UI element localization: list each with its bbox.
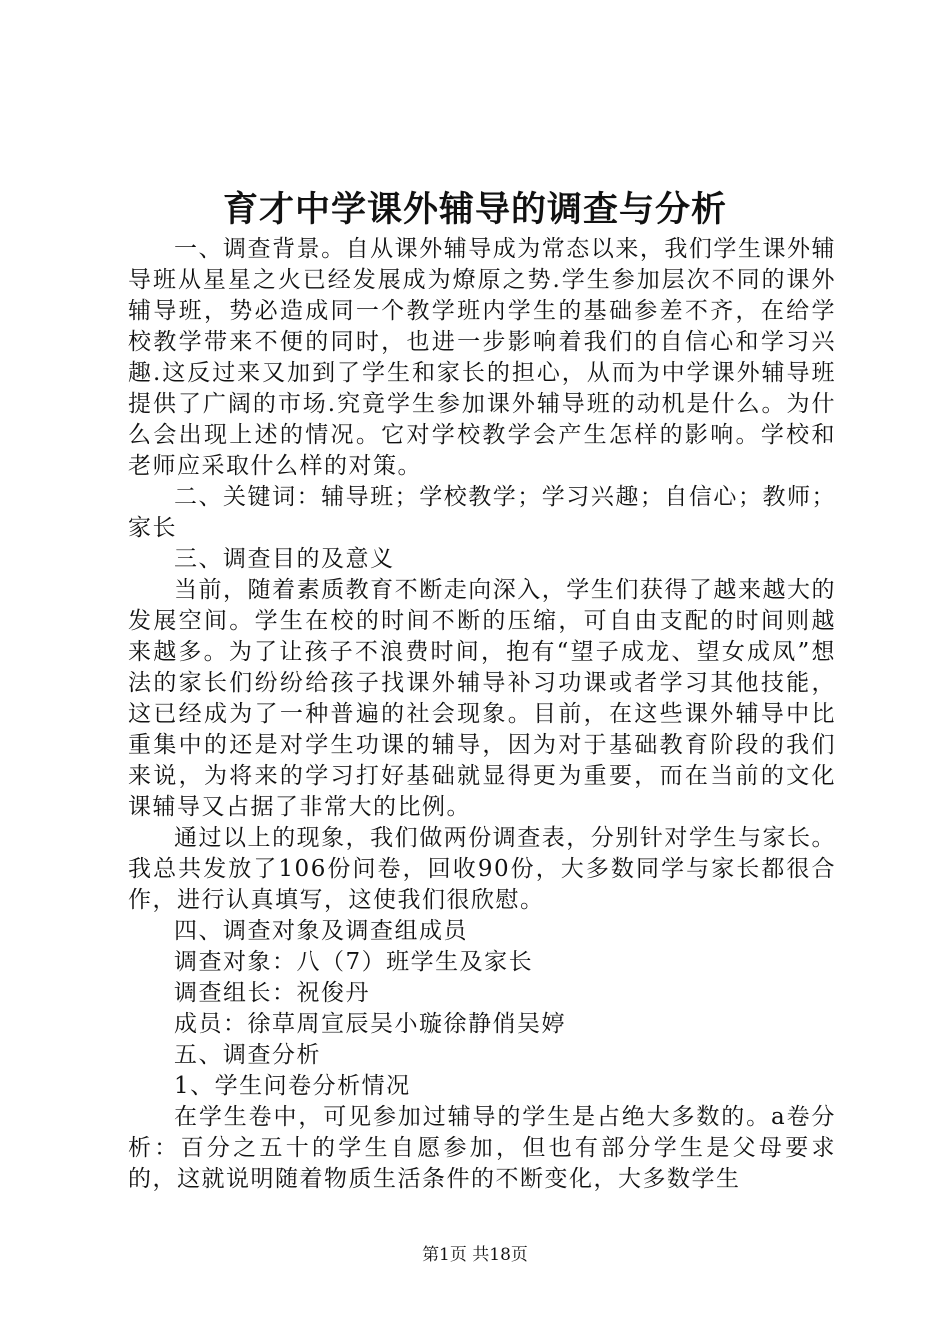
line-members: 成员：徐草周宣辰吴小璇徐静俏吴婷 (174, 1011, 566, 1037)
heading-student-analysis: 1、学生问卷分析情况 (174, 1073, 411, 1099)
line-survey-subjects: 调查对象：八（7）班学生及家长 (174, 949, 534, 975)
paragraph-survey: 通过以上的现象，我们做两份调查表，分别针对学生与家长。我总共发放了106份问卷，回收90份，大多数同学与家长都很合作，进行认真填写，这使我们很欣慰。 (128, 825, 836, 913)
page-footer: 第1页 共18页 (422, 1245, 528, 1265)
paragraph-student-analysis: 在学生卷中，可见参加过辅导的学生是占绝大多数的。a卷分析：百分之五十的学生自愿参加，但也有部分学生是父母要求的，这就说明随着物质生活条件的不断变化，大多数学生 (128, 1104, 836, 1192)
document-title: 育才中学课外辅导的调查与分析 (222, 189, 727, 230)
heading-purpose: 三、调查目的及意义 (174, 546, 395, 572)
paragraph-background: 一、调查背景。自从课外辅导成为常态以来，我们学生课外辅导班从星星之火已经发展成为燎原之势.学生参加层次不同的课外辅导班，势必造成同一个教学班内学生的基础参差不齐，在给学校教学带来不便的同时，也进一步影响着我们的自信心和学习兴趣.这反过来又加到了学生和家长的担心，从而为中学课外辅导班提供了广阔的市场.究竟学生参加课外辅导班的动机是什么。为什么会出现上述的情况。它对学校教学会产生怎样的影响。学校和老师应采取什么样的对策。 (128, 236, 836, 479)
heading-analysis: 五、调查分析 (174, 1042, 321, 1068)
line-group-leader: 调查组长：祝俊丹 (174, 980, 370, 1006)
heading-members: 四、调查对象及调查组成员 (174, 918, 468, 944)
paragraph-purpose: 当前，随着素质教育不断走向深入，学生们获得了越来越大的发展空间。学生在校的时间不断的压缩，可自由支配的时间则越来越多。为了让孩子不浪费时间，抱有“望子成龙、望女成凤”想法的家长们纷纷给孩子找课外辅导补习功课或者学习其他技能，这已经成为了一种普遍的社会现象。目前，在这些课外辅导中比重集中的还是对学生功课的辅导，因为对于基础教育阶段的我们来说，为将来的学习打好基础就显得更为重要，而在当前的文化课辅导又占据了非常大的比例。 (128, 577, 836, 820)
document-body (128, 234, 836, 1195)
paragraph-keywords: 二、关键词：辅导班；学校教学；学习兴趣；自信心；教师；家长 (128, 484, 836, 541)
